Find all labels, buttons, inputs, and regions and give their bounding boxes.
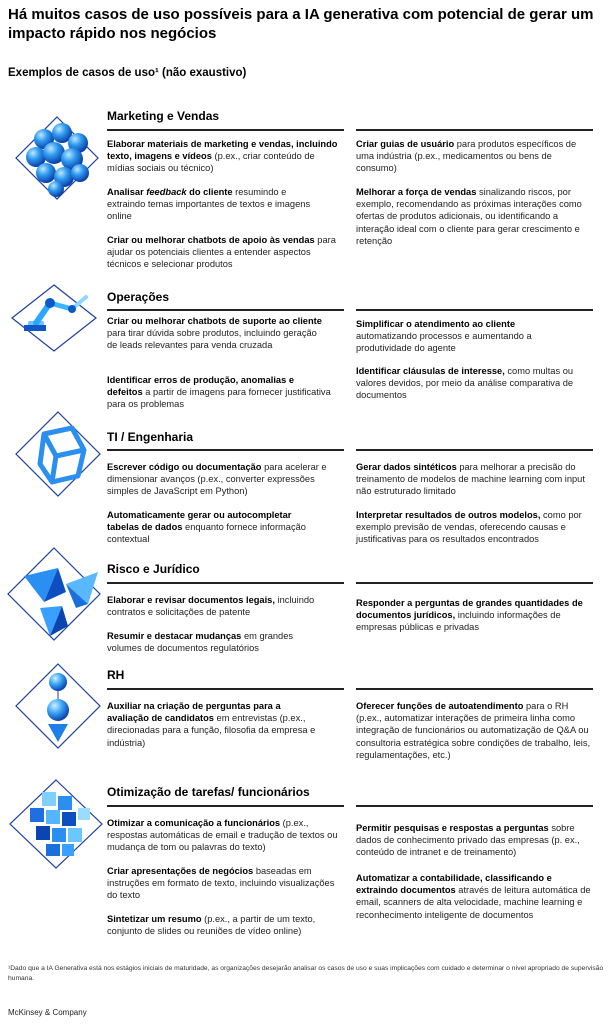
- use-case-item: Identificar cláusulas de interesse, como multas ou valores devidos, por meio da análise comparativa de documentos: [356, 366, 574, 401]
- use-case-item: Escrever código ou documentação para acelerar e dimensionar avanços (p.ex., converter expressões simples de JavaScript em Python): [107, 462, 327, 497]
- section-rule: [107, 688, 344, 690]
- section-rule: [107, 805, 344, 807]
- section-rule: [356, 309, 593, 311]
- page-title: Há muitos casos de uso possíveis para a IA generativa com potencial de gerar um impacto rápido nos negócios: [8, 6, 594, 42]
- use-case-item: Analisar feedback do cliente resumindo e extraindo temas importantes de textos e imagens online: [107, 187, 311, 222]
- use-case-item: Responder a perguntas de grandes quantidades de documentos jurídicos, incluindo informações de empresas públicas e privadas: [356, 598, 583, 633]
- section-rule: [107, 582, 344, 584]
- use-case-item: Resumir e destacar mudanças em grandes volumes de documentos regulatórios: [107, 631, 294, 654]
- section-title-otimizacao: Otimização de tarefas/ funcionários: [107, 785, 310, 799]
- use-case-item: Criar guias de usuário para produtos específicos de uma indústria (p.ex., medicamentos ou bens de consumo): [356, 139, 577, 174]
- use-case-item: Automatizar a contabilidade, classificando e extraindo documentos através de leitura automática de email, scanners de alta velocidade, machine learning e reconhecimento inteligente de documentos: [356, 873, 591, 920]
- section-rule: [356, 449, 593, 451]
- section-rule: [356, 805, 593, 807]
- section-rule: [107, 309, 344, 311]
- use-case-item: Identificar erros de produção, anomalias e defeitos a partir de imagens para fornecer justificativa para os problemas: [107, 375, 331, 410]
- use-case-item: Auxiliar na criação de perguntas para a avaliação de candidatos em entrevistas (p.ex., direcionadas para a função, filosofia da empresa e indústria): [107, 701, 316, 748]
- section-title-ti: TI / Engenharia: [107, 430, 194, 444]
- section-rule: [356, 129, 593, 131]
- use-case-item: Oferecer funções de autoatendimento para o RH (p.ex., automatizar interações de primeira linha como integração de funcionários ou automatização de Q&A ou consultoria estratégica sobre condições de trabalho, leis, regulamentações, etc.): [356, 701, 591, 760]
- use-case-item: Automaticamente gerar ou autocompletar tabelas de dados enquanto fornece informação contextual: [107, 510, 306, 545]
- stacked-cubes-icon: [8, 778, 104, 870]
- section-rule: [356, 582, 593, 584]
- use-case-item: Melhorar a força de vendas sinalizando riscos, por exemplo, recomendando as próximas interações como ofertas de produtos adicionais, ou identificando a interação ideal com o cliente para gerar crescimento e retenção: [356, 187, 582, 246]
- robotic-arm-icon: [8, 283, 100, 353]
- use-case-item: Interpretar resultados de outros modelos, como por exemplo previsão de vendas, oferecendo causas e justificativas para os resultados encontrados: [356, 510, 582, 545]
- use-case-item: Sintetizar um resumo (p.ex., a partir de um texto, conjunto de slides ou reuniões de vídeo online): [107, 914, 316, 937]
- use-case-item: Otimizar a comunicação a funcionários (p.ex., respostas automáticas de email e tradução de textos ou mudança de tom ou palavras do texto): [107, 818, 338, 853]
- section-title-operacoes: Operações: [107, 290, 170, 304]
- wireframe-cube-icon: [14, 410, 102, 498]
- section-title-rh: RH: [107, 668, 125, 682]
- footnote: ¹Dado que a IA Generativa está nos estágios iniciais de maturidade, as organizações desejarão analisar os casos de uso e suas implicações com cuidado e determinar o nível apropriado de supervisão humana.: [8, 965, 604, 982]
- use-case-item: Gerar dados sintéticos para melhorar a precisão do treinamento de modelos de machine learning com input não estruturado limitado: [356, 462, 585, 497]
- section-rule: [107, 449, 344, 451]
- use-case-item: Elaborar e revisar documentos legais, incluindo contratos e solicitações de patente: [107, 595, 315, 618]
- section-rule: [356, 688, 593, 690]
- people-hierarchy-icon: [14, 662, 102, 750]
- use-case-item: Criar ou melhorar chatbots de suporte ao cliente para tirar dúvida sobre produtos, incluindo geração de leads relevantes para venda cruzada: [107, 316, 322, 351]
- section-title-risco: Risco e Jurídico: [107, 562, 200, 576]
- blue-pyramids-icon: [6, 546, 102, 642]
- page-subtitle: Exemplos de casos de uso¹ (não exaustivo): [8, 67, 247, 79]
- use-case-item: Elaborar materiais de marketing e vendas, incluindo texto, imagens e vídeos (p.ex., criar conteúdo de mídias sociais ou técnico): [107, 139, 338, 174]
- use-case-item: Criar apresentações de negócios baseadas em instruções em formato de texto, incluindo visualizações do texto: [107, 866, 335, 901]
- blue-sphere-cluster-icon: [12, 113, 102, 203]
- use-case-item: Permitir pesquisas e respostas a perguntas sobre dados de conhecimento privado das empresas (p. ex., conteúdo de intranet e de treinamento): [356, 823, 580, 858]
- use-case-item: Simplificar o atendimento ao cliente automatizando processos e aumentando a produtividade do agente: [356, 319, 532, 354]
- section-rule: [107, 129, 344, 131]
- section-title-marketing: Marketing e Vendas: [107, 109, 220, 123]
- brand-footer: McKinsey & Company: [8, 1008, 87, 1017]
- use-case-item: Criar ou melhorar chatbots de apoio às vendas para ajudar os potenciais clientes a entender aspectos técnicos e selecionar produtos: [107, 235, 336, 270]
